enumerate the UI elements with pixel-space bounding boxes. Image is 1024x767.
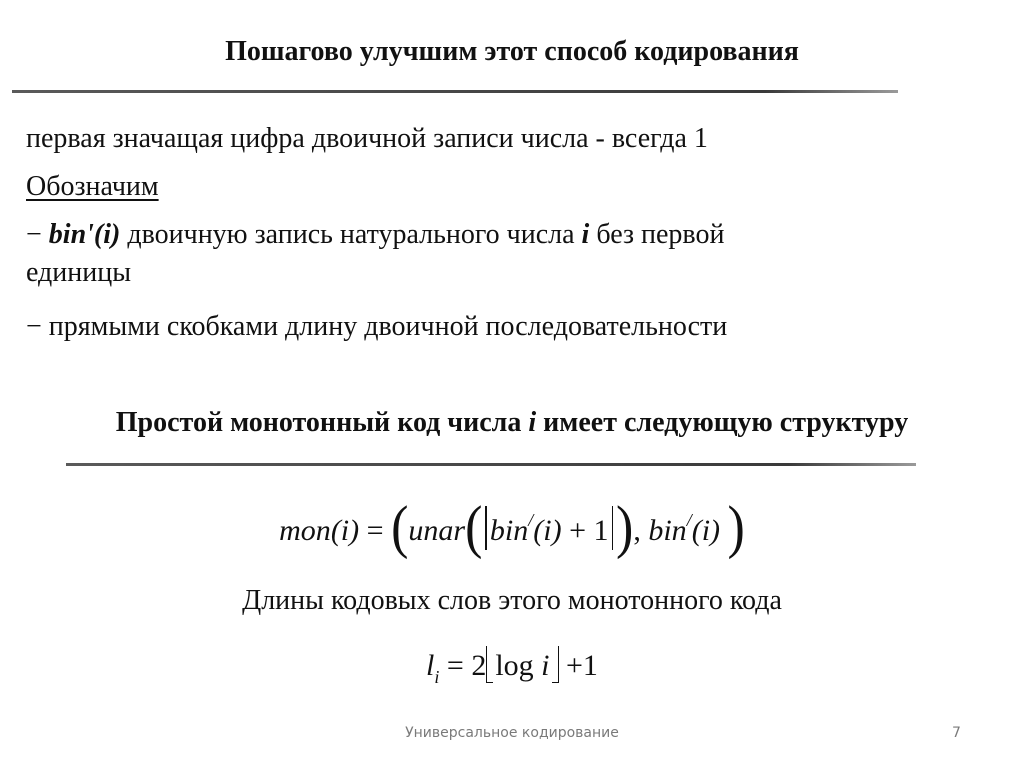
formula-prime-1: / [528,510,534,530]
lengths-caption: Длины кодовых слов этого монотонного кода [242,585,782,616]
formula-mon-arg: (i) [330,514,360,547]
text-line-denote: Обозначим [26,171,159,202]
right-paren-outer: ) [727,494,745,561]
bullet-brackets-length [26,310,727,344]
formula-bin-1: bin [489,514,529,547]
subtitle-part-b: имеет следующую структуру [536,407,909,438]
formula-bin-arg-2: (i) [691,514,721,547]
title-divider [12,90,898,93]
formula-prime-2: / [686,510,692,530]
formula-comma: , [633,514,641,547]
formula-unar: unar [408,514,466,547]
slide-title: Пошагово улучшим этот способ кодирования [225,36,799,67]
bin-text-b: без первой [589,219,725,250]
abs-bar-left [485,506,487,550]
formula-eq: = [359,514,392,547]
bin-term: bin'(i) [48,219,121,250]
formula-mon-name: mon [279,514,331,547]
left-paren-inner: ( [465,494,483,561]
bin-text-a: двоичную запись натурального числа [120,219,582,250]
formula-plus-one-2: +1 [558,649,598,682]
formula-plus-one: + 1 [561,514,609,547]
bullet-dash: − [26,219,42,250]
formula-bin-2: bin [648,514,687,547]
subtitle-structure [0,406,1024,440]
subtitle-part-a: Простой монотонный код числа [115,407,529,438]
formula-log: log [495,649,534,682]
page-number: 7 [952,725,961,741]
subtitle-var-i: i [528,407,537,438]
text-line-units: единицы [26,257,132,288]
var-i: i [581,219,590,250]
left-paren-outer: ( [391,494,409,561]
formula-l: l [426,649,435,682]
footer-title: Универсальное кодирование [405,725,619,741]
formula-bin-arg-1: (i) [533,514,562,547]
bullet-dash: − [26,311,42,342]
formula-log-arg: i [533,649,550,682]
formula-eq-two: = 2 [439,649,487,682]
text-line-first-digit: первая значащая цифра двоичной записи числа - всегда 1 [26,123,708,154]
right-paren-inner: ) [616,494,634,561]
bullet-bin-definition [26,218,724,252]
formula-mon [0,494,1024,561]
formula-length [0,646,1024,697]
brackets-text: прямыми скобками длину двоичной последовательности [48,311,728,342]
floor-right-bracket [552,646,559,683]
floor-left-bracket [486,646,493,683]
formula-l-sub: i [434,667,440,687]
abs-bar-right [612,506,614,550]
subtitle-divider [66,463,916,466]
